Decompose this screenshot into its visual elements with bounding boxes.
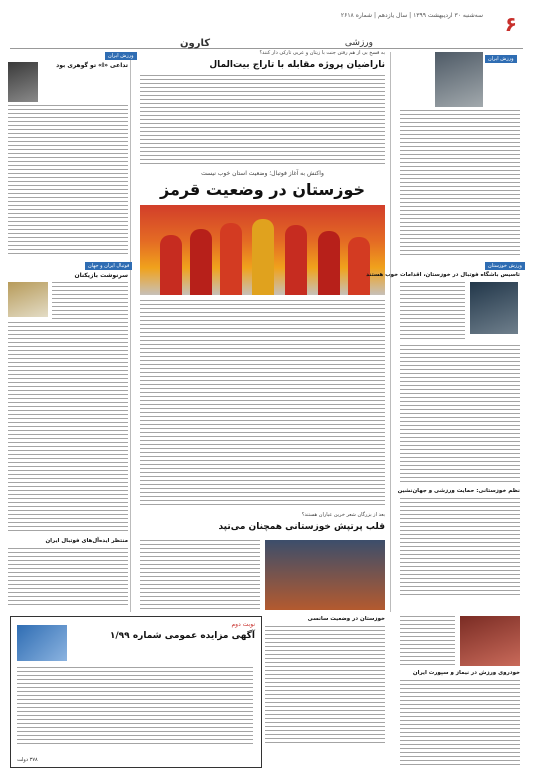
section-tag: ورزش خوزستان xyxy=(485,262,525,270)
player-figure xyxy=(285,225,307,295)
article-text xyxy=(400,616,455,666)
auction-advertisement xyxy=(10,616,262,768)
article-text xyxy=(400,345,520,485)
section-tag: ورزش ایران xyxy=(105,52,137,60)
ad-label: نوبت دوم xyxy=(231,621,255,628)
portrait-photo xyxy=(460,616,520,666)
article-text xyxy=(140,540,260,610)
article-title: سرنوشت بازیکنان xyxy=(74,272,128,279)
illustration xyxy=(8,282,48,317)
section-tag: ورزش ایران xyxy=(485,55,517,63)
main-title: خوزستان در وضعیت قرمز xyxy=(159,180,366,199)
portrait-photo xyxy=(470,282,518,334)
article-text xyxy=(140,75,385,165)
article-text xyxy=(400,498,520,598)
match-photo xyxy=(265,540,385,610)
page-header xyxy=(10,8,523,49)
player-figure xyxy=(252,219,274,295)
ad-footer: ۳۷۸ دولت xyxy=(17,757,38,763)
main-kicker: واکنش به آغاز فوتبال؛ وضعیت استان خوب نیست xyxy=(201,170,324,177)
ad-logo xyxy=(17,625,67,661)
page-number: ۶ xyxy=(504,12,517,36)
team-photo xyxy=(140,205,385,295)
portrait-photo xyxy=(435,52,483,107)
article-text xyxy=(265,626,385,746)
article-text xyxy=(52,282,128,320)
section-tag: فوتبال ایران و جهان xyxy=(85,262,132,270)
ad-title: آگهی مزایده عمومی شماره ۱/۹۹ xyxy=(109,631,255,641)
article-text xyxy=(400,680,520,765)
article-title: خوزستان در وضعیت سانسی xyxy=(307,616,385,622)
article-title: نظم خوزستانی: حمایت ورزشی و جهان‌نشین xyxy=(397,488,520,494)
date-line: سه‌شنبه ۳۰ اردیبهشت ۱۳۹۹ | سال یازدهم | شماره ۲۶۱۸ xyxy=(340,12,483,19)
ad-text xyxy=(17,667,253,747)
column-divider xyxy=(130,52,131,612)
article-title: تداعی «ا» تو گوهری بود xyxy=(56,62,128,69)
player-figure xyxy=(348,237,370,295)
article-text xyxy=(400,110,520,255)
player-figure xyxy=(190,229,212,295)
article-title: تاسیس باشگاه فوتبال در خوزستان، اقدامات خوب هستند xyxy=(366,272,520,278)
article-title: ناراضیان پروژه مقابله با تاراج بیت‌المال xyxy=(209,60,385,70)
article-text xyxy=(8,548,128,608)
column-divider xyxy=(390,52,391,612)
article-kicker: به فسخ بی از هم رفتن جنت با زیتان و عربی تارکی دار کنند؟ xyxy=(259,50,385,56)
paper-logo: کارون xyxy=(180,38,211,49)
section-title: ورزشی xyxy=(344,38,373,48)
article-title: خودروی ورزش در نیماز و سپورت ایران xyxy=(412,670,520,676)
portrait-photo xyxy=(8,62,38,102)
player-figure xyxy=(220,223,242,295)
article-text xyxy=(8,322,128,532)
article-text xyxy=(140,300,385,505)
article-title: قلب پرتپش خوزستانی همچنان می‌تپد xyxy=(218,522,385,532)
article-kicker: بعد از بزرگان شعر خرین عیاران هستند؟ xyxy=(301,512,385,518)
article-title: منتظر ایده‌آل‌های فوتبال ایران xyxy=(45,538,128,544)
player-figure xyxy=(318,231,340,295)
article-text xyxy=(400,282,465,342)
article-text xyxy=(8,105,128,255)
player-figure xyxy=(160,235,182,295)
